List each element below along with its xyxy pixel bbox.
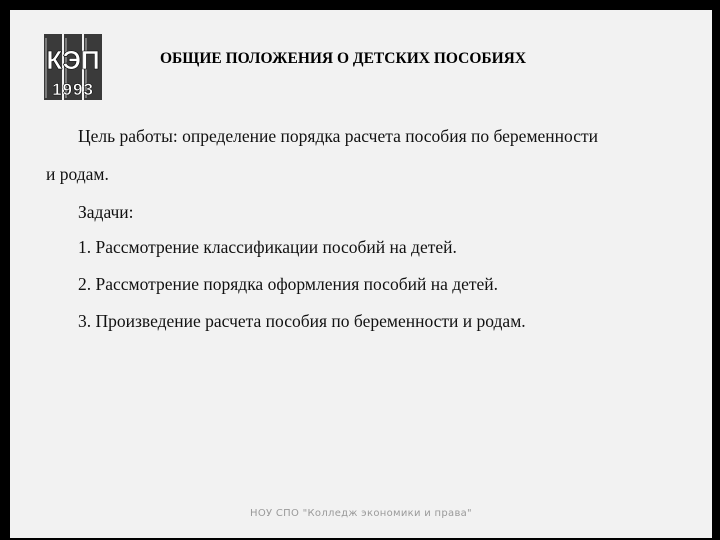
logo-year: 1993: [52, 80, 94, 99]
goal-text-line-1: Цель работы: определение порядка расчета пособия по беременности: [78, 126, 598, 146]
college-logo: [42, 32, 106, 104]
goal-text-line-2: и родам.: [46, 164, 109, 184]
task-item-2: 2. Рассмотрение порядка оформления пособий на детей.: [78, 274, 499, 294]
task-item-3: 3. Произведение расчета пособия по беременности и родам.: [78, 311, 526, 331]
task-item-1: 1. Рассмотрение классификации пособий на детей.: [78, 237, 457, 257]
page-title: ОБЩИЕ ПОЛОЖЕНИЯ О ДЕТСКИХ ПОСОБИЯХ: [160, 50, 527, 67]
tasks-heading: Задачи:: [78, 202, 134, 222]
logo-letters: КЭП: [46, 45, 100, 75]
footer-text: НОУ СПО "Колледж экономики и права": [250, 508, 472, 519]
slide: [10, 10, 712, 538]
